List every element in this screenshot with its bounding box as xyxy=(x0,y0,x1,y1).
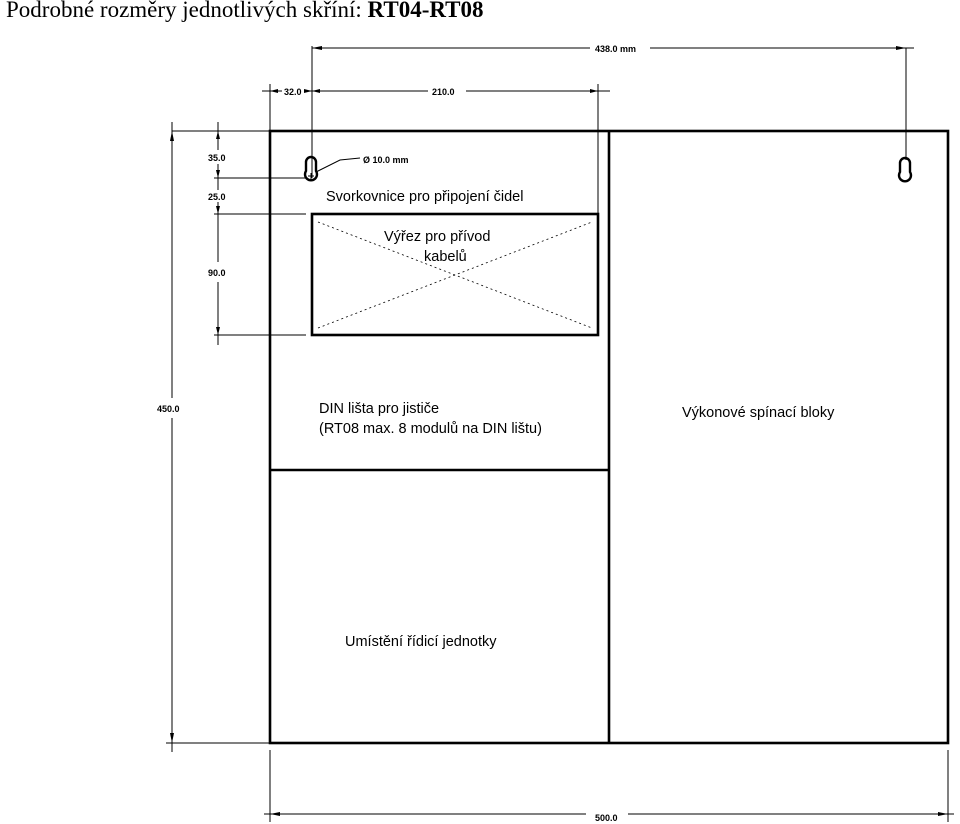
keyhole-right-icon xyxy=(899,158,911,181)
hole-leader xyxy=(316,158,360,172)
title-prefix: Podrobné rozměry jednotlivých skříní: xyxy=(6,0,368,22)
dim-label-90: 90.0 xyxy=(208,268,226,278)
title-model: RT04-RT08 xyxy=(367,0,484,22)
power-blocks-label: Výkonové spínací bloky xyxy=(682,405,835,421)
din-rail-label-line2: (RT08 max. 8 modulů na DIN lištu) xyxy=(319,421,542,437)
keyhole-left-icon xyxy=(305,157,317,180)
terminal-block-label: Svorkovnice pro připojení čidel xyxy=(326,189,524,205)
dim-left-vertical xyxy=(172,122,306,345)
din-rail-label-line1: DIN lišta pro jističe xyxy=(319,401,440,417)
dim-label-500: 500.0 xyxy=(595,813,618,823)
hole-diameter-label: Ø 10.0 mm xyxy=(363,155,409,165)
cutout-label-line1: Výřez pro přívod xyxy=(384,229,491,245)
dim-label-450: 450.0 xyxy=(157,404,180,414)
dim-label-25: 25.0 xyxy=(208,192,226,202)
dim-label-35: 35.0 xyxy=(208,153,226,163)
control-unit-label: Umístění řídicí jednotky xyxy=(345,634,497,650)
cutout-label-line2: kabelů xyxy=(424,249,467,265)
dim-label-32: 32.0 xyxy=(284,87,302,97)
dim-label-438: 438.0 mm xyxy=(595,44,637,54)
dim-label-210: 210.0 xyxy=(432,87,455,97)
dim-total-width xyxy=(264,750,954,822)
